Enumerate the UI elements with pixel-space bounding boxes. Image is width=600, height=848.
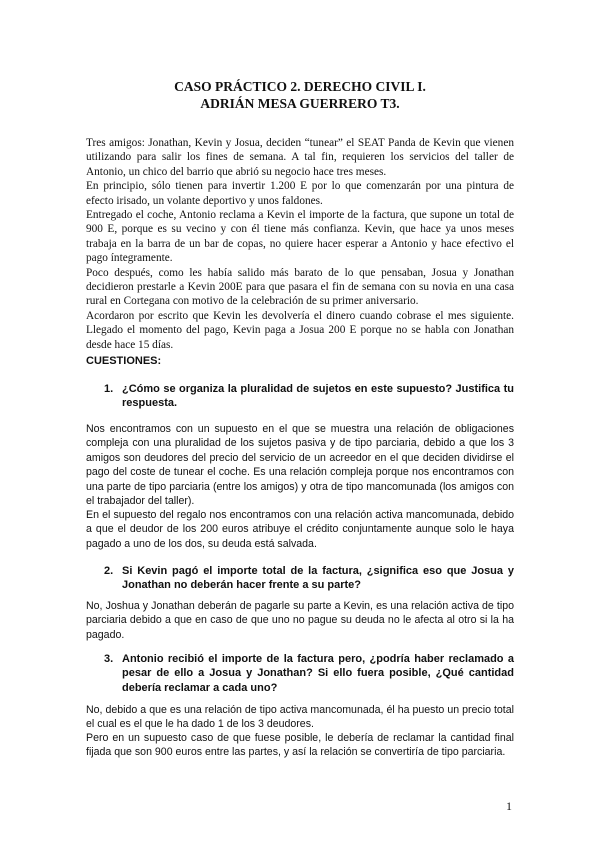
case-paragraph: Acordaron por escrito que Kevin les devolvería el dinero cuando cobrase el mes siguiente. Llegado el momento del pago, Kevin paga a Josua 200 E porque no se habla con Jonathan desde hace 15 días. bbox=[86, 309, 514, 351]
answer-2-paragraph-1: No, Joshua y Jonathan deberán de pagarle su parte a Kevin, es una relación activa de tipo parciaria debido a que en caso de que uno no pague su deuda no le afecta al otro si la ha pagado. bbox=[86, 600, 514, 641]
answer-3-paragraph-1: No, debido a que es una relación de tipo activa mancomunada, él ha puesto un precio total el cual es el que le ha dado 1 de los 3 deudores. bbox=[86, 704, 514, 731]
question-3 bbox=[104, 652, 514, 695]
question-text: Si Kevin pagó el importe total de la factura, ¿significa eso que Josua y Jonathan no deberán hacer frente a su parte? bbox=[122, 565, 514, 592]
answer-1-paragraph-2: En el supuesto del regalo nos encontramos con una relación activa mancomunada, debido a que el deudor de los 200 euros atribuye el crédito conjuntamente aunque solo le haya pagado a uno de los dos, su deuda está salvada. bbox=[86, 509, 514, 550]
question-number: 2. bbox=[104, 565, 114, 577]
page-number: 1 bbox=[506, 799, 512, 813]
document-title-line-2: ADRIÁN MESA GUERRERO T3. bbox=[200, 96, 400, 111]
cuestiones-heading: CUESTIONES: bbox=[86, 355, 162, 367]
question-number: 1. bbox=[104, 383, 114, 395]
question-2 bbox=[104, 564, 514, 593]
case-statement bbox=[86, 136, 514, 352]
case-paragraph: Entregado el coche, Antonio reclama a Kevin el importe de la factura, que supone un total de 900 E, porque es su vecino y con él tiene más confianza. Kevin, que hace ya unos meses trabaja en la barra de un bar de copas, no quiere hacer esperar a Antonio y hace efectivo el pago íntegramente. bbox=[86, 209, 514, 265]
question-text: Antonio recibió el importe de la factura pero, ¿podría haber reclamado a pesar de ello a Josua y Jonathan? Si ello fuera posible, ¿Qué cantidad debería reclamar a cada uno? bbox=[122, 653, 514, 694]
case-paragraph: En principio, sólo tienen para invertir 1.200 E por lo que comenzarán por una pintura de efecto irisado, un volante deportivo y unos faldones. bbox=[86, 180, 514, 207]
case-paragraph: Tres amigos: Jonathan, Kevin y Josua, deciden “tunear” el SEAT Panda de Kevin que vienen utilizando para salir los fines de semana. A tal fin, requieren los servicios del taller de Antonio, un chico del barrio que abrió su negocio hace tres meses. bbox=[86, 137, 514, 178]
answer-3-paragraph-2: Pero en un supuesto caso de que fuese posible, le debería de reclamar la cantidad final fijada que son 900 euros entre las partes, y así la relación se convertiría de tipo parciaria. bbox=[86, 732, 514, 759]
document-title-line-1: CASO PRÁCTICO 2. DERECHO CIVIL I. bbox=[174, 79, 426, 94]
question-1 bbox=[104, 382, 514, 411]
question-number: 3. bbox=[104, 653, 114, 665]
case-paragraph: Poco después, como les había salido más barato de lo que pensaban, Josua y Jonathan decidieron prestarle a Kevin 200E para que pasara el fin de semana con su novia en una casa rural en Cortegana con motivo de la celebración de su primer aniversario. bbox=[86, 266, 514, 308]
question-text: ¿Cómo se organiza la pluralidad de sujetos en este supuesto? Justifica tu respuesta. bbox=[122, 383, 514, 410]
answer-1-paragraph-1: Nos encontramos con un supuesto en el que se muestra una relación de obligaciones compleja con una pluralidad de los sujetos pasiva y de tipo parciaria, debido a que los 3 amigos son deudores del precio del servicio de un acreedor en el que deciden dividirse el pago del coste de tunear el coche. Es una relación compleja porque nos encontramos con una parte de tipo parciaria (entre los amigos) y otra de tipo mancomunada (los amigos con el trabajador del taller). bbox=[86, 423, 514, 508]
